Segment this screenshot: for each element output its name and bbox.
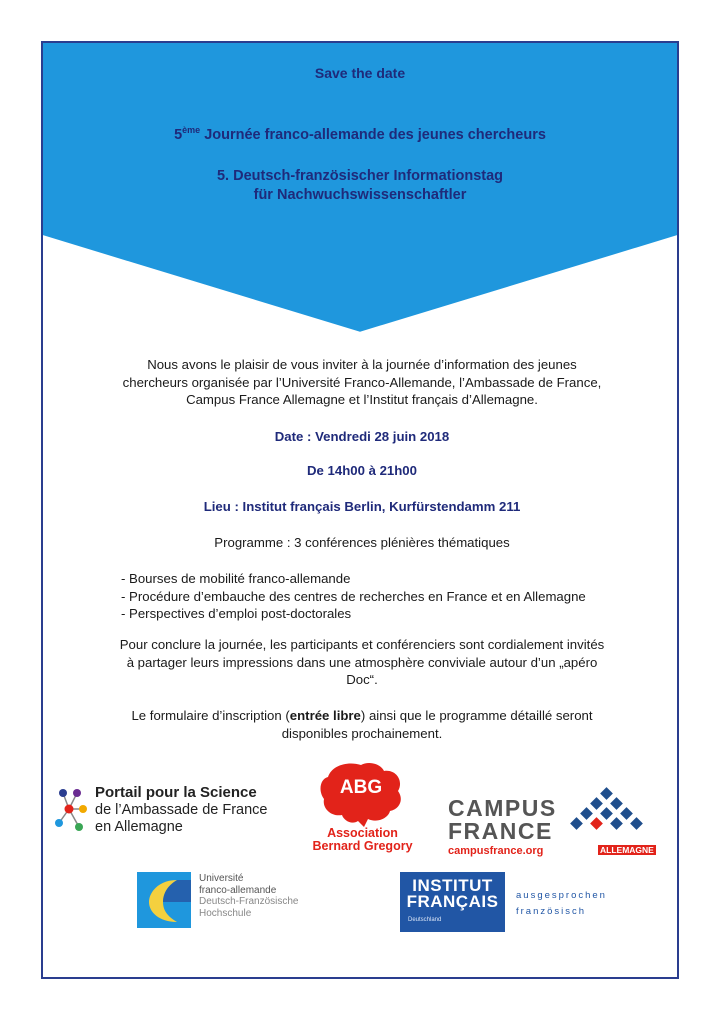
institut-line: INSTITUT [412, 876, 493, 895]
programme-item: - Perspectives d’emploi post-doctorales [121, 606, 352, 621]
campus-pyramid-icon [554, 787, 664, 845]
slogan-line: ausgesprochen [516, 890, 607, 901]
portail-title: Portail pour la Science [95, 784, 257, 801]
programme-item: - Procédure d’embauche des centres de recherches en France et en Allemagne [121, 588, 586, 604]
title-french-number: 5 [174, 126, 183, 143]
institut-country: Deutschland [408, 917, 442, 923]
conclusion-line: Doc“. [346, 672, 378, 687]
slogan-line: französisch [516, 906, 587, 917]
campus-url: campusfrance.org [448, 845, 544, 857]
title-german-line1: 5. Deutsch-französischer Informationstag [216, 168, 504, 184]
institut-slogan [516, 888, 607, 920]
registration-line [83, 707, 641, 725]
ufa-line: Deutsch-Französische [199, 896, 299, 907]
abg-badge: ABG [339, 777, 383, 798]
registration-line: disponibles prochainement. [281, 725, 443, 741]
francais-line: FRANÇAIS [406, 892, 499, 911]
conclusion-line: à partager leurs impressions dans une atmosphère conviviale autour d’un „apéro [126, 654, 598, 670]
ufa-line: franco-allemande [199, 884, 277, 896]
campus-france-logo [448, 785, 673, 857]
portail-country: en Allemagne [95, 819, 183, 835]
ufa-line: Université [199, 873, 244, 884]
portail-subtitle: de l’Ambassade de France [95, 802, 268, 818]
programme-item: - Bourses de mobilité franco-allemande [121, 571, 351, 586]
intro-line: Nous avons le plaisir de vous inviter à la journée d’information des jeunes [147, 357, 577, 372]
intro-line: chercheurs organisée par l’Université Franco-Allemande, l’Ambassade de France, [122, 374, 602, 390]
abg-logo [305, 759, 425, 859]
save-the-date-heading: Save the date [314, 65, 406, 81]
abg-name-line1: Association [327, 826, 398, 840]
title-french [43, 125, 677, 143]
registration-text: Le formulaire d’inscription ( [131, 708, 290, 723]
title-french-superscript: ème [182, 125, 201, 135]
intro-paragraph [83, 356, 641, 409]
intro-line: Campus France Allemagne et l’Institut français d’Allemagne. [186, 392, 538, 407]
conclusion-paragraph [83, 636, 641, 689]
portail-science-logo [53, 781, 293, 841]
title-german [43, 167, 677, 205]
molecule-icon [53, 785, 93, 837]
abg-name [305, 827, 420, 853]
programme-list [121, 570, 586, 623]
invitation-frame [41, 41, 679, 979]
ufa-logo [137, 872, 317, 932]
title-french-text: Journée franco-allemande des jeunes chercheurs [200, 126, 546, 143]
event-date: Date : Vendredi 28 juin 2018 [274, 429, 450, 444]
campus-country-badge: ALLEMAGNE [600, 845, 654, 855]
programme-heading: Programme : 3 conférences plénières thématiques [214, 535, 510, 550]
event-place: Lieu : Institut français Berlin, Kurfürstendamm 211 [203, 499, 521, 514]
france-line: FRANCE [448, 818, 553, 844]
registration-free-entry: entrée libre [289, 708, 361, 723]
campus-line: CAMPUS [448, 795, 557, 821]
campus-france-wordmark [448, 797, 557, 843]
title-german-line2: für Nachwuchswissenschaftler [253, 187, 467, 203]
ufa-emblem-icon [137, 872, 191, 928]
conclusion-line: Pour conclure la journée, les participants et conférenciers sont cordialement invités [119, 637, 605, 652]
abg-name-line2: Bernard Gregory [312, 839, 413, 853]
registration-text: ) ainsi que le programme détaillé seront [360, 708, 593, 723]
institut-francais-logo [400, 872, 505, 932]
institut-wordmark [400, 878, 505, 910]
ufa-line: Hochschule [199, 907, 252, 919]
registration-paragraph [83, 707, 641, 742]
ufa-text [199, 873, 298, 919]
event-time: De 14h00 à 21h00 [307, 463, 417, 478]
